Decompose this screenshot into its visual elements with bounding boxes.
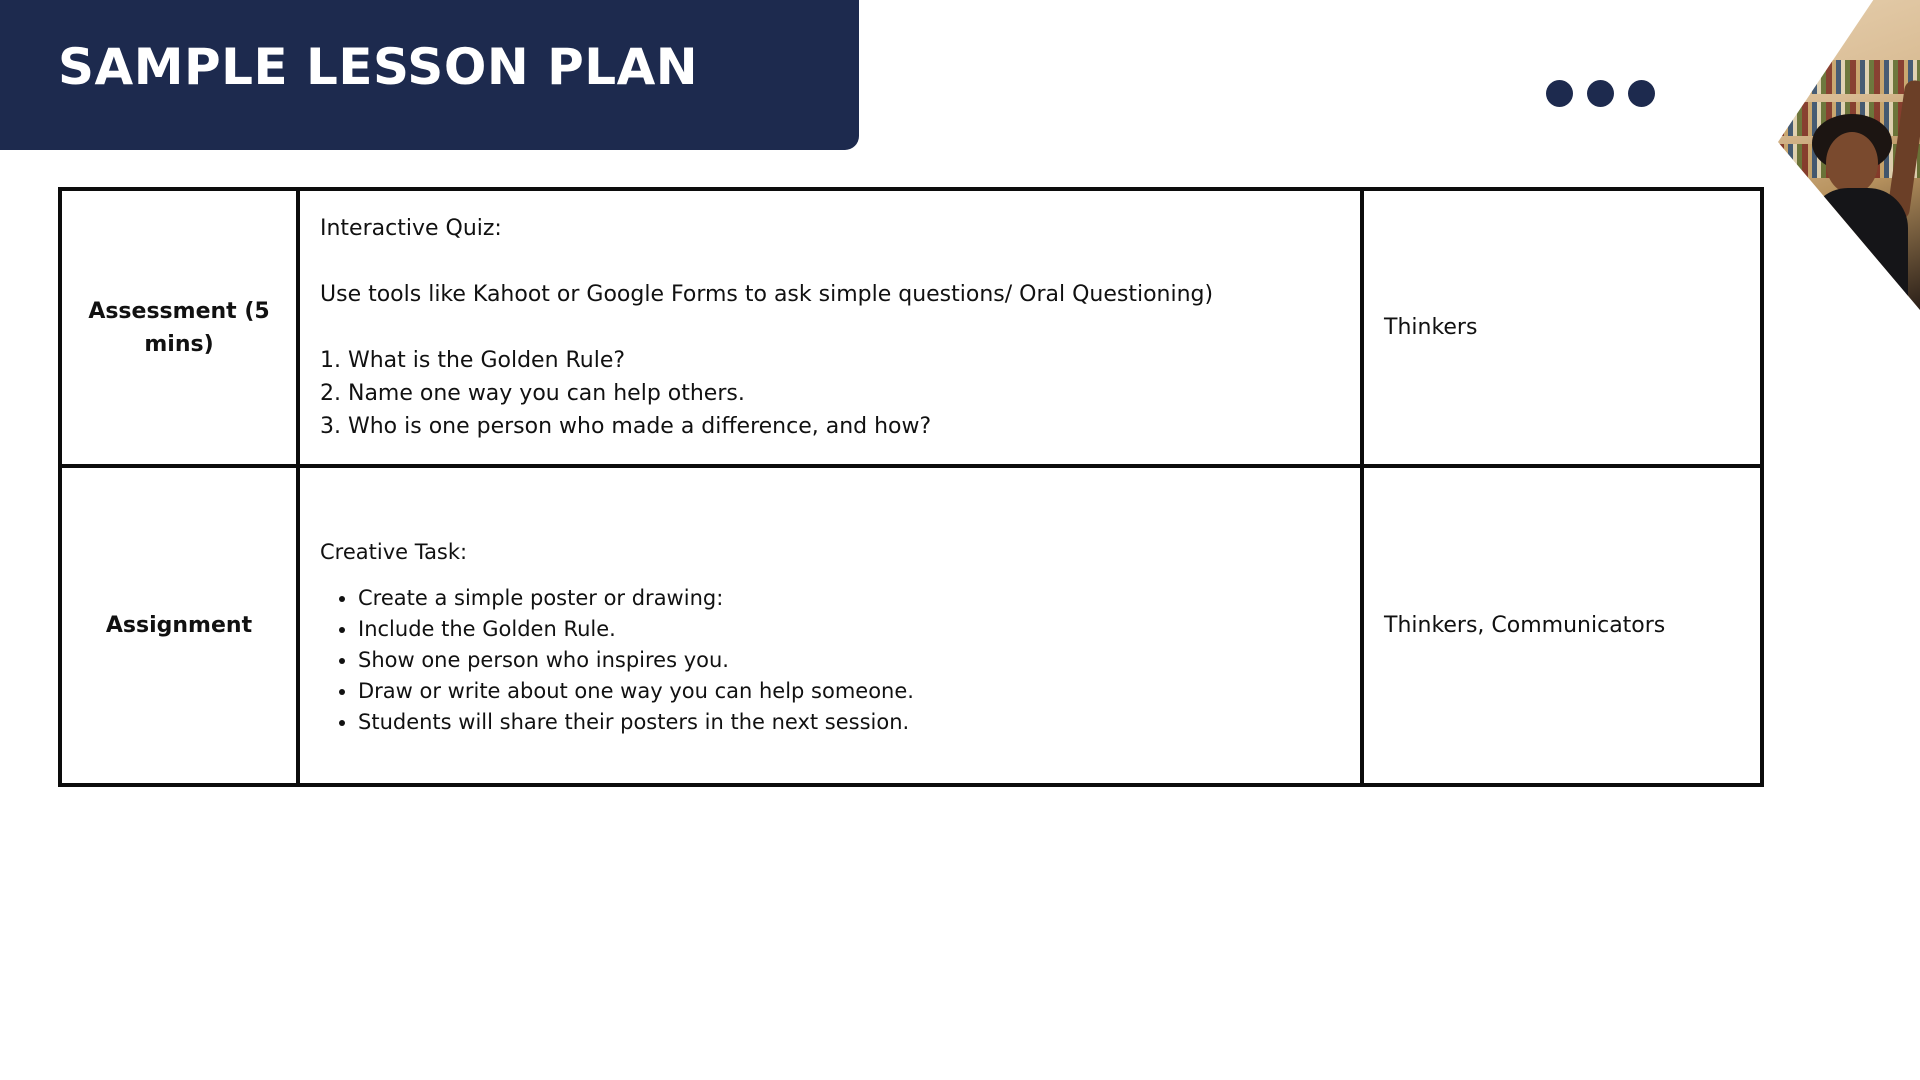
dot-icon [1628,80,1655,107]
quiz-question: 1. What is the Golden Rule? [320,348,626,373]
quiz-question: 2. Name one way you can help others. [320,381,745,406]
lesson-plan-table [58,187,1764,787]
list-item: • Create a simple poster or drawing: [358,583,1340,614]
list-item: • Show one person who inspires you. [358,645,1340,676]
row-attributes: Thinkers, Communicators [1362,466,1762,785]
row-label: Assessment (5 mins) [60,189,298,466]
quiz-description: Use tools like Kahoot or Google Forms to ask simple questions/ Oral Questioning) [320,282,1214,307]
task-list [320,583,1340,738]
row-content [298,466,1362,785]
row-content [298,189,1362,466]
page-title: SAMPLE LESSON PLAN [58,38,699,96]
list-item: • Include the Golden Rule. [358,614,1340,645]
task-heading: Creative Task: [320,540,468,564]
quiz-heading: Interactive Quiz: [320,216,502,241]
list-item: • Draw or write about one way you can help someone. [358,676,1340,707]
decorative-dots [1546,80,1655,107]
row-attributes: Thinkers [1362,189,1762,466]
row-label: Assignment [60,466,298,785]
dot-icon [1587,80,1614,107]
table-row [60,189,1762,466]
dot-icon [1546,80,1573,107]
table-row [60,466,1762,785]
classroom-photo [1778,0,1920,310]
quiz-question: 3. Who is one person who made a difference, and how? [320,414,932,439]
list-item: • Students will share their posters in the next session. [358,707,1340,738]
title-banner [0,0,859,150]
